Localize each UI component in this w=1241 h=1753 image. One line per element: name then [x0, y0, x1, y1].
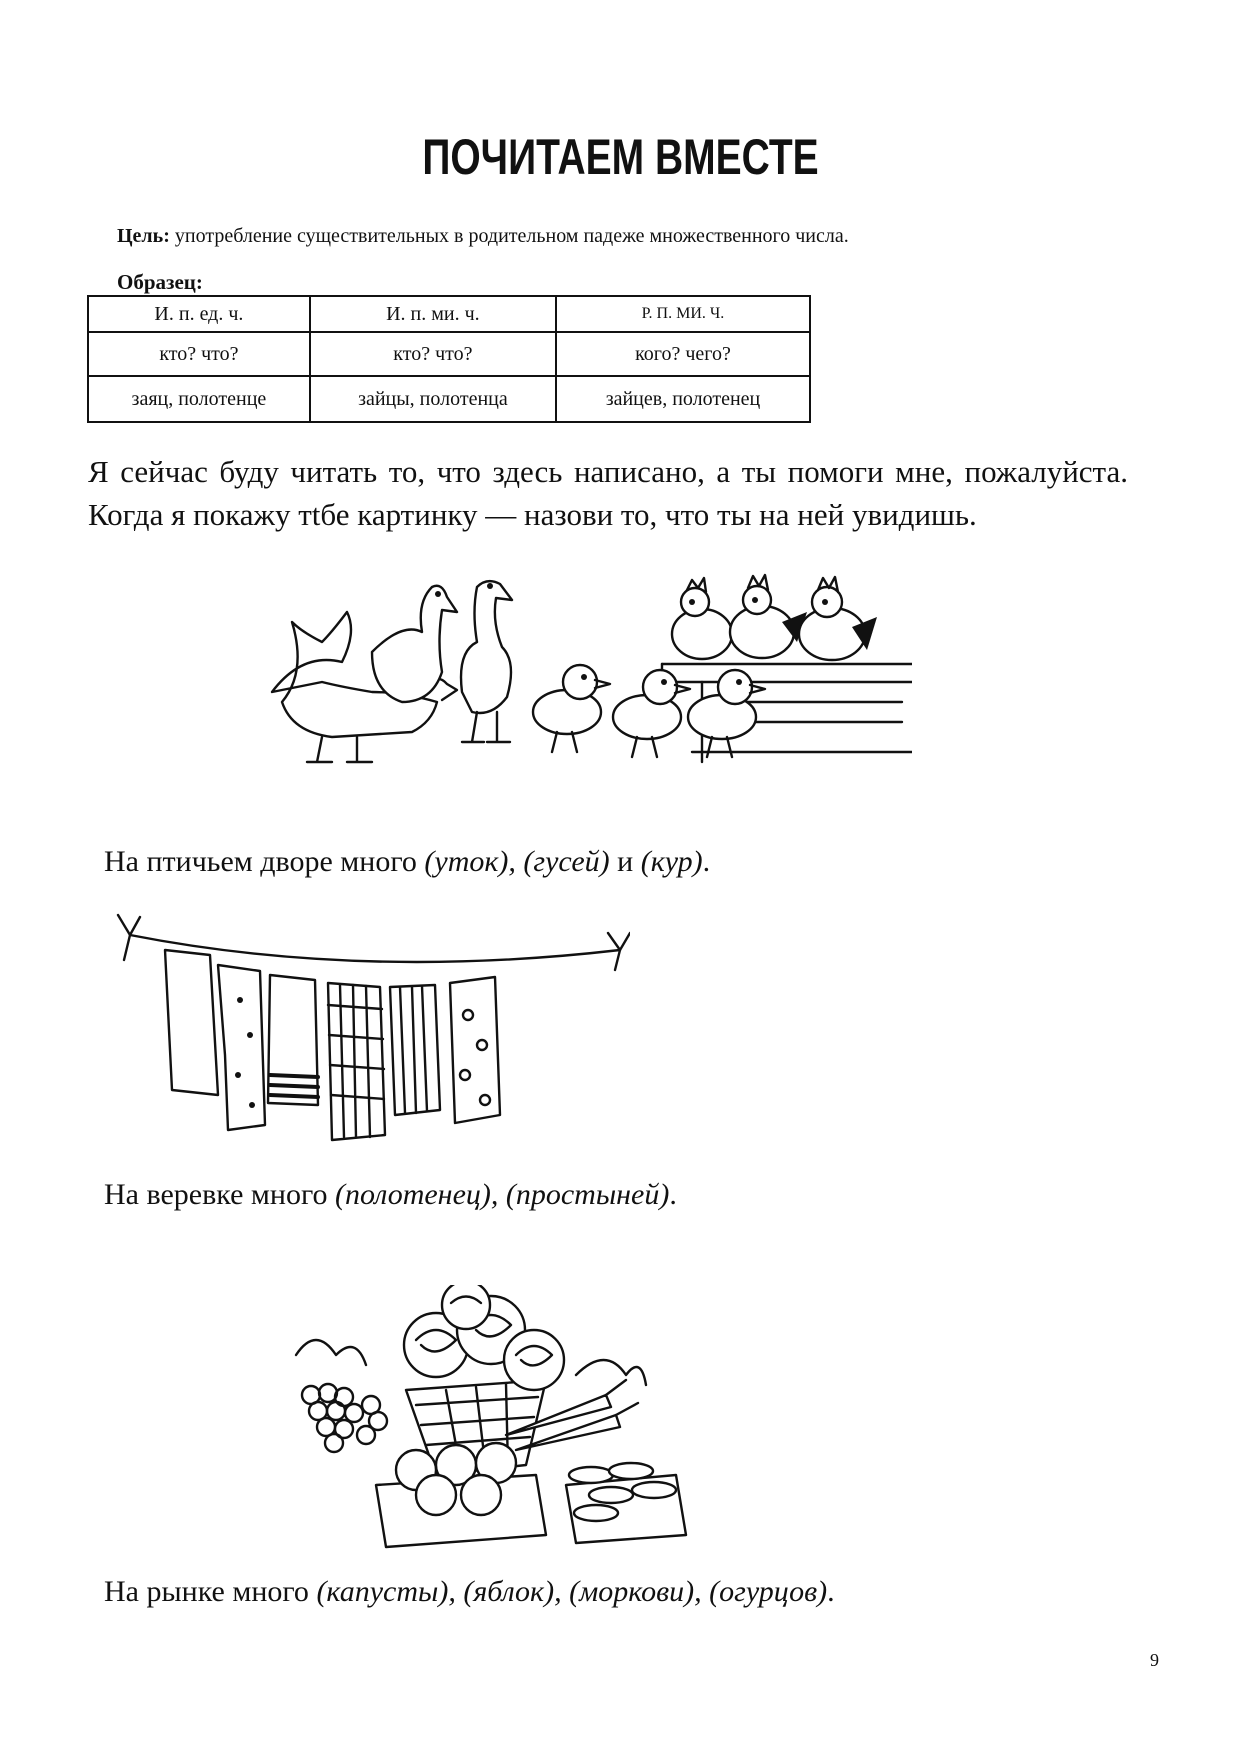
table-cell: кто? что? — [310, 332, 556, 376]
table-cell: заяц, полотенце — [88, 376, 310, 422]
cucumber-box-icon — [566, 1463, 686, 1543]
poultry-yard-illustration — [262, 572, 912, 787]
answer-word: (моркови), — [569, 1575, 710, 1608]
hen-icon — [672, 578, 732, 659]
duckling-icon — [533, 665, 610, 752]
goose-icon — [461, 581, 512, 742]
answer-word: (кур) — [640, 845, 703, 878]
caption-market — [104, 1575, 835, 1609]
towel-icon — [390, 985, 440, 1115]
caption-text: На птичьем дворе много — [104, 845, 425, 878]
goose-icon — [372, 586, 457, 702]
caption-text: На рынке много — [104, 1575, 317, 1608]
page-number: 9 — [1150, 1650, 1159, 1670]
table-header-row — [88, 296, 810, 332]
header-cell: И. п. ми. ч. — [310, 296, 556, 332]
case-table — [87, 295, 811, 423]
clothesline-illustration — [100, 905, 630, 1165]
answer-word: (капусты), — [316, 1575, 464, 1608]
towel-icon — [218, 965, 265, 1130]
header-cell: Р. П. МИ. Ч. — [556, 296, 810, 332]
caption-clothesline — [104, 1178, 677, 1212]
goal-line — [117, 225, 849, 248]
answer-word: (огурцов) — [709, 1575, 828, 1608]
page-title: ПОЧИТАЕМ ВМЕСТЕ — [422, 129, 819, 185]
towel-icon — [328, 983, 385, 1140]
goal-text: употребление существительных в родительном падеже множественного числа. — [174, 225, 849, 247]
table-cell: кто? что? — [88, 332, 310, 376]
sample-label: Образец: — [117, 270, 203, 294]
table-row — [88, 332, 810, 376]
caption-text: и — [609, 845, 641, 878]
caption-text: . — [827, 1575, 835, 1608]
caption-text: . — [669, 1178, 677, 1211]
market-illustration — [276, 1285, 766, 1555]
hen-icon — [799, 577, 877, 660]
answer-word: (гусей) — [523, 845, 610, 878]
grapes-icon — [296, 1340, 387, 1452]
towel-icon — [268, 975, 318, 1105]
caption-text: На веревке много — [104, 1178, 336, 1211]
towel-icon — [450, 977, 500, 1123]
caption-text: . — [702, 845, 711, 878]
table-cell: кого? чего? — [556, 332, 810, 376]
header-cell: И. п. ед. ч. — [88, 296, 310, 332]
table-cell: зайцев, полотенец — [556, 376, 810, 422]
hen-icon — [730, 575, 807, 658]
answer-word: (яблок), — [463, 1575, 570, 1608]
table-row — [88, 376, 810, 422]
answer-word: (уток), — [424, 845, 524, 878]
goal-label: Цель: — [117, 225, 170, 247]
towel-icon — [165, 950, 218, 1095]
cabbage-icon — [404, 1285, 564, 1390]
intro-paragraph: Я сейчас буду читать то, что здесь написано, а ты помоги мне, пожалуйста. Когда я покажу тtбе картинку — назови то, что ты на ней увидишь. — [88, 454, 1128, 532]
table-cell: зайцы, полотенца — [310, 376, 556, 422]
caption-poultry — [104, 845, 710, 879]
answer-word: (простыней) — [505, 1178, 670, 1211]
answer-word: (полотенец), — [335, 1178, 506, 1211]
